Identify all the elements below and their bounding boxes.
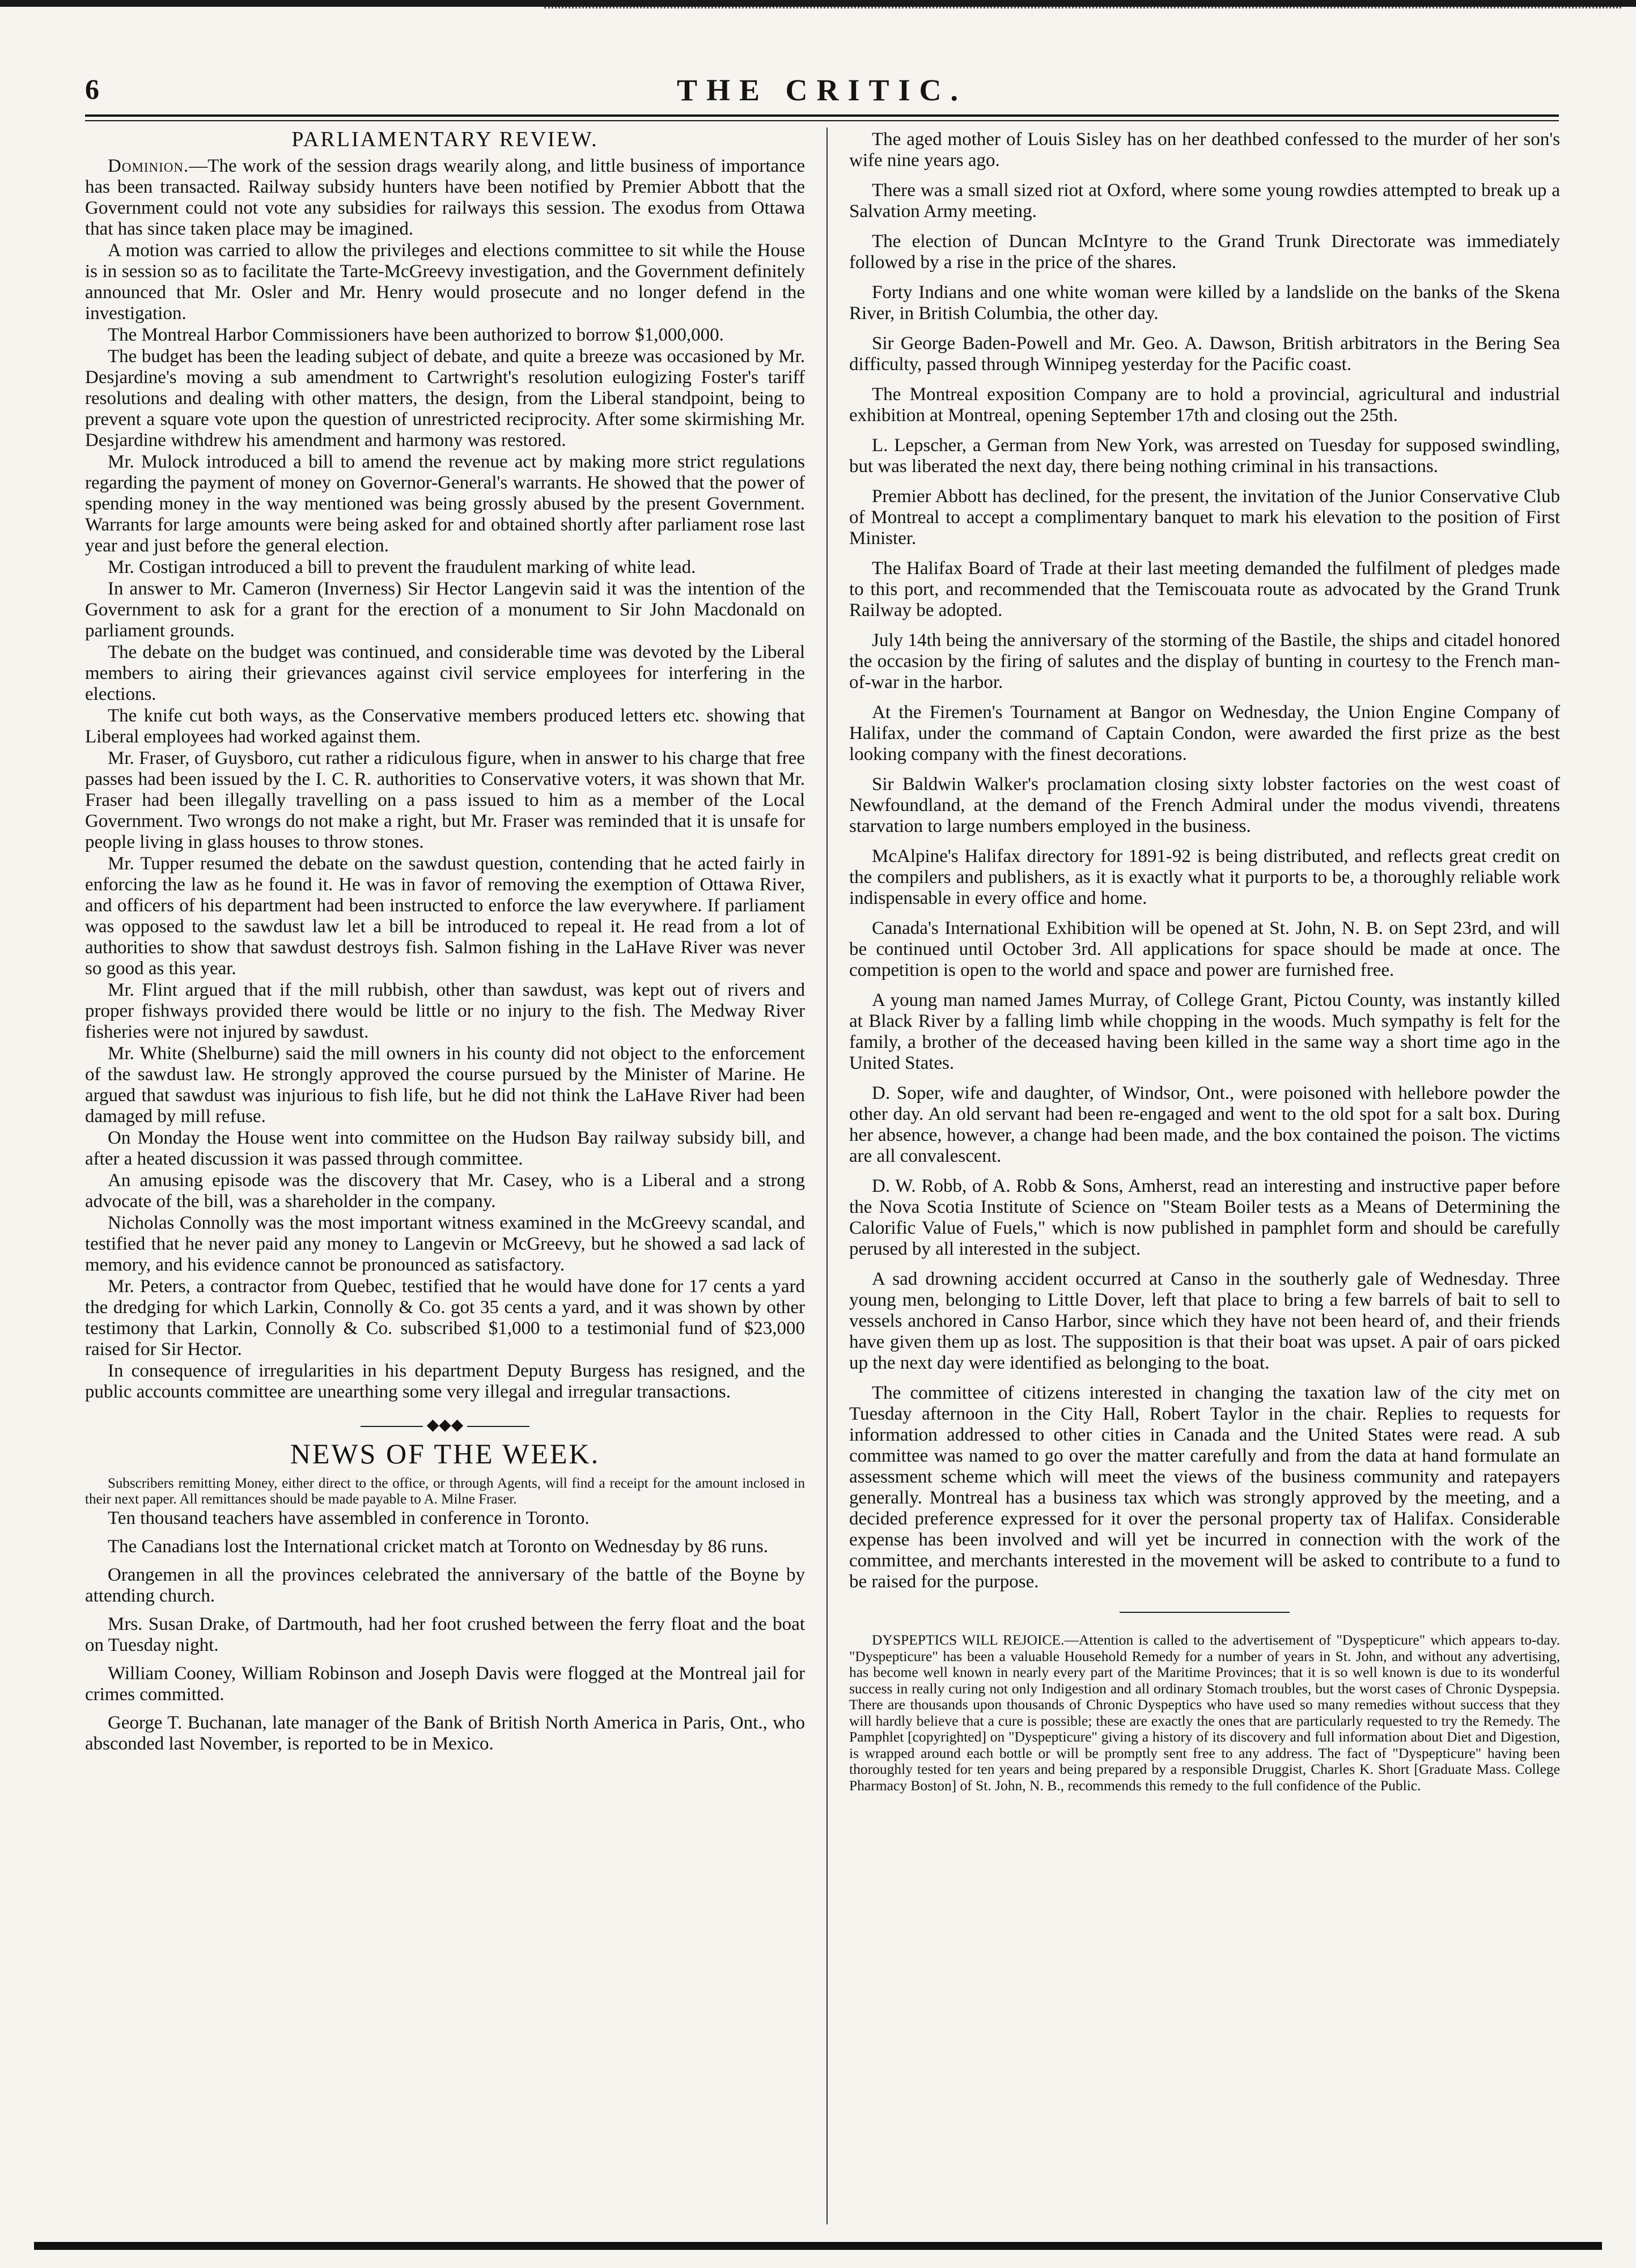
section-ornament-divider: ◆◆◆ xyxy=(85,1417,805,1433)
article-paragraph: D. Soper, wife and daughter, of Windsor, Ont., were poisoned with hellebore powder the other day. An old servant had been re-engaged and went to the old spot for a salt box. During her absence, however, a change had been made, and the box contained the poison. The victims are all convalescent. xyxy=(849,1083,1560,1166)
article-paragraph: Forty Indians and one white woman were killed by a landslide on the banks of the Skena River, in British Columbia, the other day. xyxy=(849,282,1560,324)
article-paragraph: In consequence of irregularities in his department Deputy Burgess has resigned, and the public accounts committee are unearthing some very illegal and irregular transactions. xyxy=(85,1361,805,1402)
article-paragraph: D. W. Robb, of A. Robb & Sons, Amherst, read an interesting and instructive paper before the Nova Scotia Institute of Science on "Steam Boiler tests as a Means of Determining the Calorific Value of Fuels," which is now published in pamphlet form and should be carefully perused by all interested in the subject. xyxy=(849,1176,1560,1259)
article-paragraph: Sir Baldwin Walker's proclamation closing sixty lobster factories on the west coast of Newfoundland, at the demand of the French Admiral under the modus vivendi, threatens starvation to large numbers employed in the business. xyxy=(849,774,1560,836)
news-continued-body xyxy=(849,129,1560,1592)
article-paragraph: Dominion.—The work of the session drags wearily along, and little business of importance has been transacted. Railway subsidy hunters have been notified by Premier Abbott that the Government could not vote any subsidies for railways this session. The exodus from Ottawa that has since taken place may be imagined. xyxy=(85,156,805,239)
article-paragraph: In answer to Mr. Cameron (Inverness) Sir Hector Langevin said it was the intention of the Government to ask for a grant for the erection of a monument to Sir John Macdonald on parliament grounds. xyxy=(85,579,805,641)
bottom-border-rule xyxy=(34,2242,1602,2250)
article-paragraph: There was a small sized riot at Oxford, where some young rowdies attempted to break up a Salvation Army meeting. xyxy=(849,180,1560,222)
article-paragraph: Premier Abbott has declined, for the present, the invitation of the Junior Conservative Club of Montreal to accept a complimentary banquet to mark his elevation to the position of First Minister. xyxy=(849,486,1560,549)
dyspepticure-advertisement: DYSPEPTICS WILL REJOICE.—Attention is called to the advertisement of "Dyspepticure" which appears to-day. "Dyspepticure" has been a valuable Household Remedy for a number of years in St. John, and without any advertising, has become well known in nearly every part of the Maritime Provinces; that it is so well known is due to its wonderful success in really curing not only Indigestion and all ordinary Stomach troubles, but the worst cases of Chronic Dyspepsia. There are thousands upon thousands of Chronic Dyspeptics who have used so many remedies without success that they will hardly believe that a cure is possible; these are exactly the ones that are particularly requested to try the Remedy. The Pamphlet [copyrighted] on "Dyspepticure" giving a history of its discovery and full information about Diet and Digestion, is wrapped around each bottle or will be promptly sent free to any address. The fact of "Dyspepticure" having been thoroughly tested for ten years and being prepared by a responsible Druggist, Charles K. Short [Graduate Mass. College Pharmacy Boston] of St. John, N. B., recommends this remedy to the full confidence of the Public. xyxy=(849,1632,1560,1794)
masthead-title: THE CRITIC. xyxy=(676,73,968,107)
article-paragraph: Mr. Costigan introduced a bill to prevent the fraudulent marking of white lead. xyxy=(108,557,696,577)
top-print-speckle xyxy=(544,7,1621,14)
article-paragraph: Mr. Flint argued that if the mill rubbish, other than sawdust, was kept out of rivers and proper fishways provided there would be little or no injury to the fish. The Medway River fisheries were not injured by sawdust. xyxy=(85,980,805,1042)
article-paragraph: A motion was carried to allow the privileges and elections committee to sit while the House is in session so as to facilitate the Tarte-McGreevy investigation, and the Government definitely announced that Mr. Osler and Mr. Henry would prosecute and no longer defend in the investigation. xyxy=(85,240,805,324)
page-header xyxy=(85,73,1559,112)
article-paragraph: George T. Buchanan, late manager of the Bank of British North America in Paris, Ont., who absconded last November, is reported to be in Mexico. xyxy=(85,1713,805,1754)
header-rule xyxy=(85,114,1559,121)
article-paragraph: Canada's International Exhibition will be opened at St. John, N. B. on Sept 23rd, and will be continued until October 3rd. All applications for space should be made at once. The competition is open to the world and space and power are furnished free. xyxy=(849,918,1560,980)
article-paragraph: Sir George Baden-Powell and Mr. Geo. A. Dawson, British arbitrators in the Bering Sea difficulty, passed through Winnipeg yesterday for the Pacific coast. xyxy=(849,333,1560,375)
article-paragraph: An amusing episode was the discovery that Mr. Casey, who is a Liberal and a strong advocate of the bill, was a shareholder in the company. xyxy=(85,1170,805,1212)
article-paragraph: The election of Duncan McIntyre to the Grand Trunk Directorate was immediately followed by a rise in the price of the shares. xyxy=(849,231,1560,273)
column-divider xyxy=(827,128,828,2224)
news-of-the-week-body xyxy=(85,1508,805,1755)
news-of-the-week-heading: NEWS OF THE WEEK. xyxy=(290,1438,600,1469)
parliamentary-review-body xyxy=(85,156,805,1403)
advert-separator-rule xyxy=(1120,1612,1290,1613)
article-paragraph: Mrs. Susan Drake, of Dartmouth, had her foot crushed between the ferry float and the boat on Tuesday night. xyxy=(85,1614,805,1655)
article-paragraph: William Cooney, William Robinson and Joseph Davis were flogged at the Montreal jail for crimes committed. xyxy=(85,1663,805,1705)
article-paragraph: Mr. Peters, a contractor from Quebec, testified that he would have done for 17 cents a yard the dredging for which Larkin, Connolly & Co. got 35 cents a yard, and it was shown by other testimony that Larkin, Connolly & Co. subscribed $1,000 to a testimonial fund of $23,000 raised for Sir Hector. xyxy=(85,1276,805,1360)
article-paragraph: Orangemen in all the provinces celebrated the anniversary of the battle of the Boyne by attending church. xyxy=(85,1565,805,1606)
article-paragraph: The Canadians lost the International cricket match at Toronto on Wednesday by 86 runs. xyxy=(108,1536,769,1557)
article-paragraph: Mr. Mulock introduced a bill to amend the revenue act by making more strict regulations regarding the payment of money on Governor-General's warrants. He showed that the power of spending money in the way mentioned was being grossly abused by the present Government. Warrants for large amounts were being asked for and obtained shortly after parliament rose last year and just before the general election. xyxy=(85,452,805,556)
article-paragraph: Mr. Tupper resumed the debate on the sawdust question, contending that he acted fairly in enforcing the law as he found it. He was in favor of removing the exemption of Ottawa River, and officers of his department had been instructed to enforce the law everywhere. If parliament was opposed to the sawdust law let a bill be introduced to repeal it. He read from a lot of authorities to show that sawdust destroys fish. Salmon fishing in the LaHave River was never so good as this year. xyxy=(85,853,805,979)
article-paragraph: McAlpine's Halifax directory for 1891-92 is being distributed, and reflects great credit on the compilers and publishers, as it is exactly what it purports to be, a thoroughly reliable work indispensable in every office and home. xyxy=(849,846,1560,908)
article-paragraph: Ten thousand teachers have assembled in conference in Toronto. xyxy=(108,1508,590,1528)
article-paragraph: The committee of citizens interested in changing the taxation law of the city met on Tuesday afternoon in the City Hall, Robert Taylor in the chair. Replies to requests for information addressed to other cities in Canada and the United States were read. A sub committee was named to go over the matter carefully and from the data at hand formulate an assessment scheme which will meet the views of the business community and ratepayers generally. Montreal has a business tax which was strongly approved by the meeting, and a decided preference expressed for it over the personal property tax of Halifax. Considerable expense has been involved and will yet be incurred in connection with the work of the committee, and merchants interested in the movement will be asked to contribute to a fund to be raised for the purpose. xyxy=(849,1383,1560,1592)
article-paragraph: July 14th being the anniversary of the storming of the Bastile, the ships and citadel honored the occasion by the firing of salutes and the display of bunting in courtesy to the French man-of-war in the harbor. xyxy=(849,630,1560,693)
article-paragraph: The knife cut both ways, as the Conservative members produced letters etc. showing that Liberal employees had worked against them. xyxy=(85,706,805,747)
article-paragraph: Mr. Fraser, of Guysboro, cut rather a ridiculous figure, when in answer to his charge that free passes had been issued by the I. C. R. authorities to Conservative voters, it was shown that Mr. Fraser had been illegally travelling on a pass issued to him as a member of the Local Government. Two wrongs do not make a right, but Mr. Fraser was reminded that it is unsafe for people living in glass houses to throw stones. xyxy=(85,748,805,852)
dominion-lead-in: Dominion. xyxy=(108,156,189,176)
article-paragraph: Nicholas Connolly was the most important witness examined in the McGreevy scandal, and testified that he never paid any money to Langevin or McGreevy, but he showed a sad lack of memory, and his evidence cannot be pronounced as satisfactory. xyxy=(85,1213,805,1275)
article-paragraph: The Montreal Harbor Commissioners have been authorized to borrow $1,000,000. xyxy=(108,325,724,345)
page-number: 6 xyxy=(85,73,99,105)
article-paragraph: The budget has been the leading subject of debate, and quite a breeze was occasioned by Mr. Desjardine's moving a sub amendment to Cartwright's resolution eulogizing Foster's tariff resolutions and dealing with other matters, the design, from the Liberal standpoint, being to prevent a square vote upon the question of unrestricted reciprocity. After some skirmishing Mr. Desjardine withdrew his amendment and harmony was restored. xyxy=(85,346,805,451)
right-column xyxy=(849,129,1560,1803)
article-paragraph: A young man named James Murray, of College Grant, Pictou County, was instantly killed at Black River by a falling limb while chopping in the woods. Much sympathy is felt for the family, a brother of the deceased having been killed in the same way a short time ago in the United States. xyxy=(849,990,1560,1073)
article-paragraph: On Monday the House went into committee on the Hudson Bay railway subsidy bill, and after a heated discussion it was passed through committee. xyxy=(85,1128,805,1169)
article-paragraph: A sad drowning accident occurred at Canso in the southerly gale of Wednesday. Three young men, belonging to Little Dover, left that place to bring a few barrels of bait to sell to vessels anchored in Canso Harbor, since which they have not been heard of, and their friends have given them up as lost. The supposition is that their boat was upset. A pair of oars picked up the next day were identified as belonging to the boat. xyxy=(849,1269,1560,1373)
article-paragraph: At the Firemen's Tournament at Bangor on Wednesday, the Union Engine Company of Halifax, under the command of Captain Condon, were awarded the first prize as the best looking company with the finest decorations. xyxy=(849,702,1560,765)
article-paragraph: Mr. White (Shelburne) said the mill owners in his county did not object to the enforcement of the sawdust law. He strongly approved the course pursued by the Minister of Marine. He argued that sawdust was injurious to fish life, but he did not think the LaHave River had been damaged by mill refuse. xyxy=(85,1043,805,1127)
subscribers-notice: Subscribers remitting Money, either direct to the office, or through Agents, will find a receipt for the amount inclosed in their next paper. All remittances should be made payable to A. Milne Fraser. xyxy=(85,1476,805,1507)
article-paragraph: L. Lepscher, a German from New York, was arrested on Tuesday for supposed swindling, but was liberated the next day, there being nothing criminal in his transactions. xyxy=(849,435,1560,477)
top-border-rule xyxy=(0,0,1636,7)
article-paragraph: The aged mother of Louis Sisley has on her deathbed confessed to the murder of her son's wife nine years ago. xyxy=(849,129,1560,171)
article-paragraph: The debate on the budget was continued, and considerable time was devoted by the Liberal members to airing their grievances against civil service employees for interfering in the elections. xyxy=(85,642,805,704)
article-paragraph: The Halifax Board of Trade at their last meeting demanded the fulfilment of pledges made to this port, and recommended that the Temiscouata route as advocated by the Grand Trunk Railway be adopted. xyxy=(849,558,1560,621)
left-column xyxy=(85,129,805,1762)
parliamentary-review-heading: PARLIAMENTARY REVIEW. xyxy=(291,128,599,151)
article-paragraph: The Montreal exposition Company are to hold a provincial, agricultural and industrial exhibition at Montreal, opening September 17th and closing out the 25th. xyxy=(849,384,1560,426)
